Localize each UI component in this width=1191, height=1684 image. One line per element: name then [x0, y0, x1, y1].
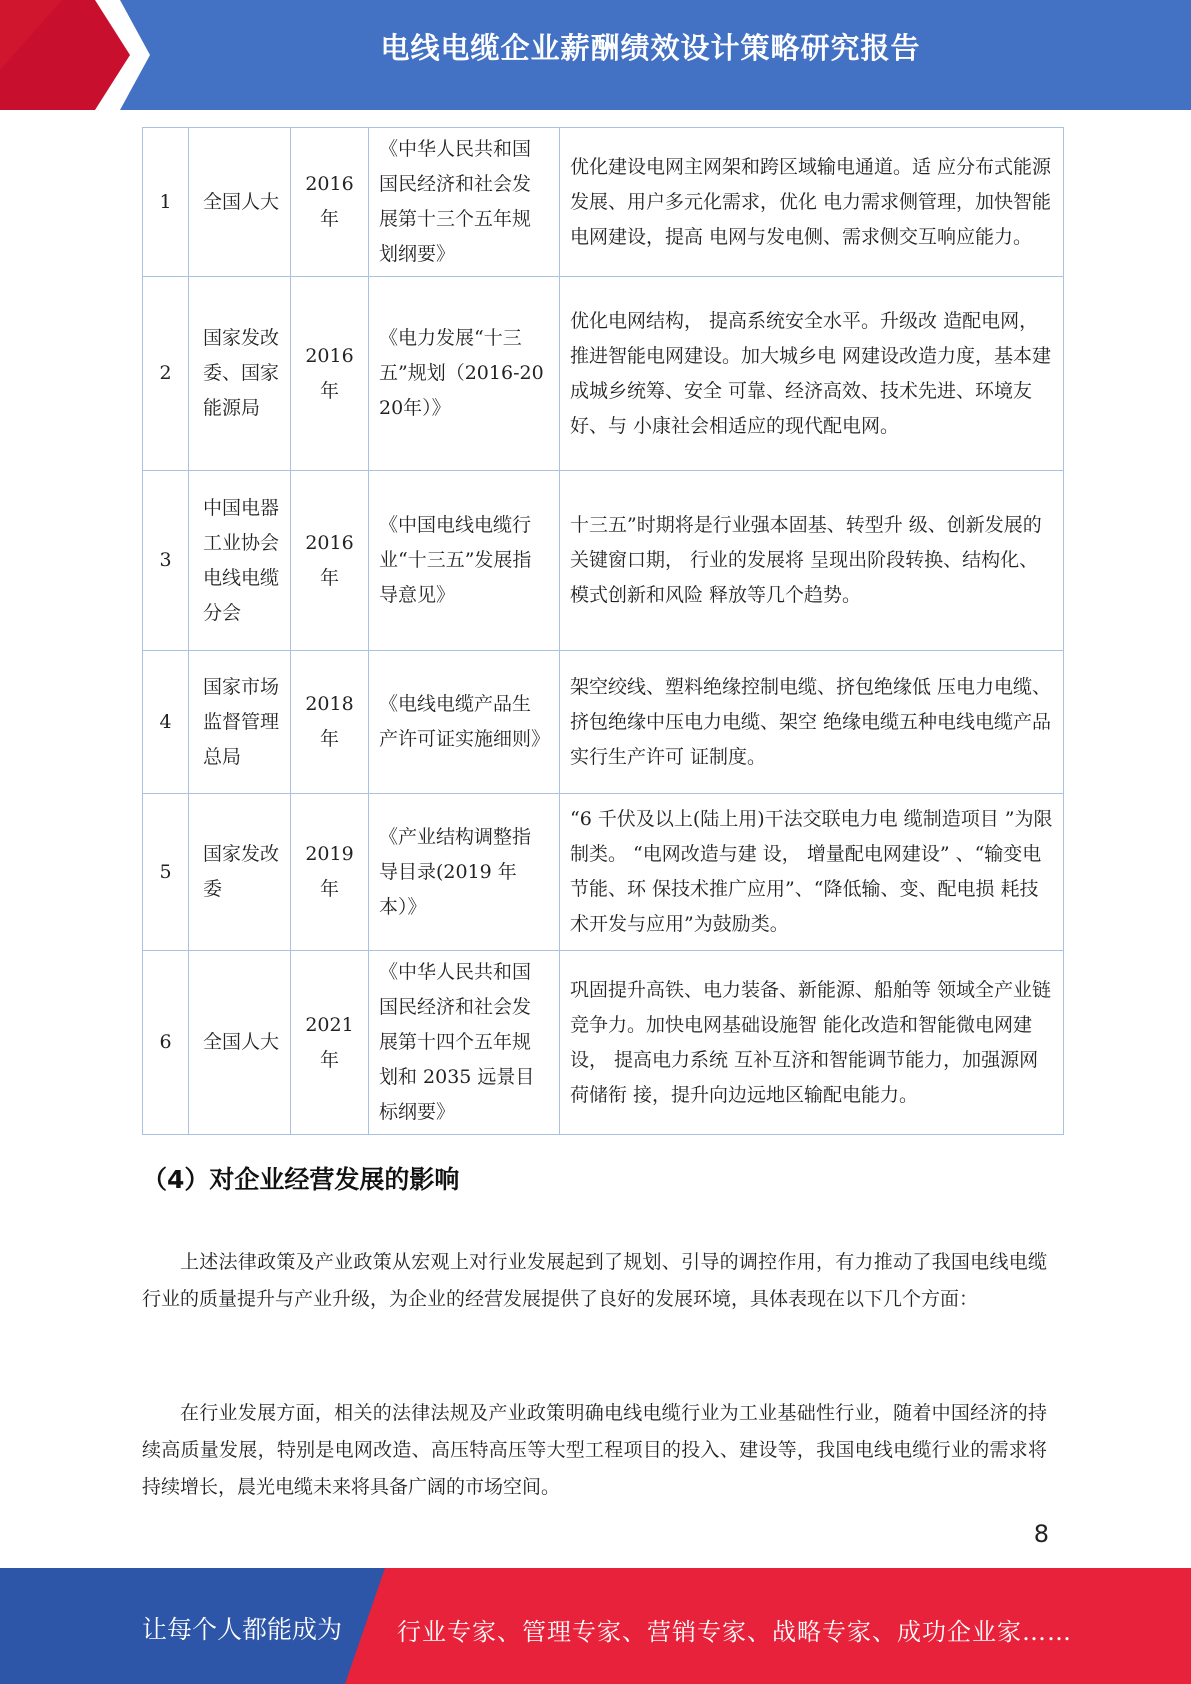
issue-year: 2016年	[291, 471, 369, 651]
issuing-authority: 国家发改委、国家能源局	[189, 277, 291, 471]
footer-slogan-right: 行业专家、管理专家、营销专家、战略专家、成功企业家……	[397, 1618, 1072, 1646]
policy-document: 《中华人民共和国国民经济和社会发展第十三个五年规划纲要》	[369, 128, 560, 277]
policy-document: 《中华人民共和国国民经济和社会发展第十四个五年规划和 2035 远景目标纲要》	[369, 951, 560, 1135]
table-row	[143, 651, 1064, 794]
issue-year: 2018年	[291, 651, 369, 794]
policy-document: 《电线电缆产品生产许可证实施细则》	[369, 651, 560, 794]
row-number: 6	[143, 951, 189, 1135]
page-footer	[0, 1568, 1191, 1684]
issue-year: 2016年	[291, 277, 369, 471]
table-row	[143, 128, 1064, 277]
policy-content: 优化建设电网主网架和跨区域输电通道。适 应分布式能源发展、用户多元化需求，优化 电力需求侧管理，加快智能电网建设，提高 电网与发电侧、需求侧交互响应能力。	[560, 128, 1064, 277]
table-row	[143, 277, 1064, 471]
policy-content: 架空绞线、塑料绝缘控制电缆、挤包绝缘低 压电力电缆、挤包绝缘中压电力电缆、架空 绝缘电缆五种电线电缆产品实行生产许可 证制度。	[560, 651, 1064, 794]
body-paragraph: 上述法律政策及产业政策从宏观上对行业发展起到了规划、引导的调控作用，有力推动了我国电线电缆行业的质量提升与产业升级，为企业的经营发展提供了良好的发展环境，具体表现在以下几个方面：	[142, 1251, 1047, 1310]
report-title: 电线电缆企业薪酬绩效设计策略研究报告	[380, 31, 921, 65]
issuing-authority: 全国人大	[189, 128, 291, 277]
issue-year: 2019年	[291, 794, 369, 951]
table-row	[143, 951, 1064, 1135]
issuing-authority: 国家发改委	[189, 794, 291, 951]
table-row	[143, 794, 1064, 951]
issuing-authority: 国家市场监督管理总局	[189, 651, 291, 794]
policy-content: 优化电网结构， 提高系统安全水平。升级改 造配电网， 推进智能电网建设。加大城乡电 网建设改造力度，基本建成城乡统筹、安全 可靠、经济高效、技术先进、环境友好、与 小康社会相适应的现代配电网。	[560, 277, 1064, 471]
issue-year: 2021年	[291, 951, 369, 1135]
row-number: 1	[143, 128, 189, 277]
row-number: 2	[143, 277, 189, 471]
row-number: 4	[143, 651, 189, 794]
row-number: 5	[143, 794, 189, 951]
policy-document: 《中国电线电缆行业“十三五”发展指导意见》	[369, 471, 560, 651]
body-paragraph: 在行业发展方面，相关的法律法规及产业政策明确电线电缆行业为工业基础性行业，随着中国经济的持续高质量发展，特别是电网改造、高压特高压等大型工程项目的投入、建设等，我国电线电缆行业的需求将持续增长，晨光电缆未来将具备广阔的市场空间。	[142, 1402, 1047, 1498]
page-number: 8	[1033, 1520, 1049, 1548]
policy-content: “6 千伏及以上(陆上用)干法交联电力电 缆制造项目 ”为限制类。 “电网改造与建 设， 增量配电网建设” 、“输变电节能、环 保技术推广应用”、“降低输、变、配电损 耗技术开发与应用”为鼓励类。	[560, 794, 1064, 951]
issue-year: 2016年	[291, 128, 369, 277]
issuing-authority: 全国人大	[189, 951, 291, 1135]
section-heading: （4）对企业经营发展的影响	[142, 1165, 460, 1194]
footer-slogan-left: 让每个人都能成为	[142, 1615, 343, 1644]
policy-content: 十三五”时期将是行业强本固基、转型升 级、创新发展的关键窗口期， 行业的发展将 呈现出阶段转换、结构化、模式创新和风险 释放等几个趋势。	[560, 471, 1064, 651]
policy-table	[142, 127, 1064, 1135]
policy-document: 《产业结构调整指导目录(2019 年本）》	[369, 794, 560, 951]
policy-document: 《电力发展“十三五”规划（2016-2020年）》	[369, 277, 560, 471]
row-number: 3	[143, 471, 189, 651]
policy-content: 巩固提升高铁、电力装备、新能源、船舶等 领域全产业链竞争力。加快电网基础设施智 能化改造和智能微电网建设， 提高电力系统 互补互济和智能调节能力，加强源网荷储衔 接，提升向边远地区输配电能力。	[560, 951, 1064, 1135]
table-row	[143, 471, 1064, 651]
page-header	[0, 0, 1191, 110]
issuing-authority: 中国电器工业协会电线电缆分会	[189, 471, 291, 651]
